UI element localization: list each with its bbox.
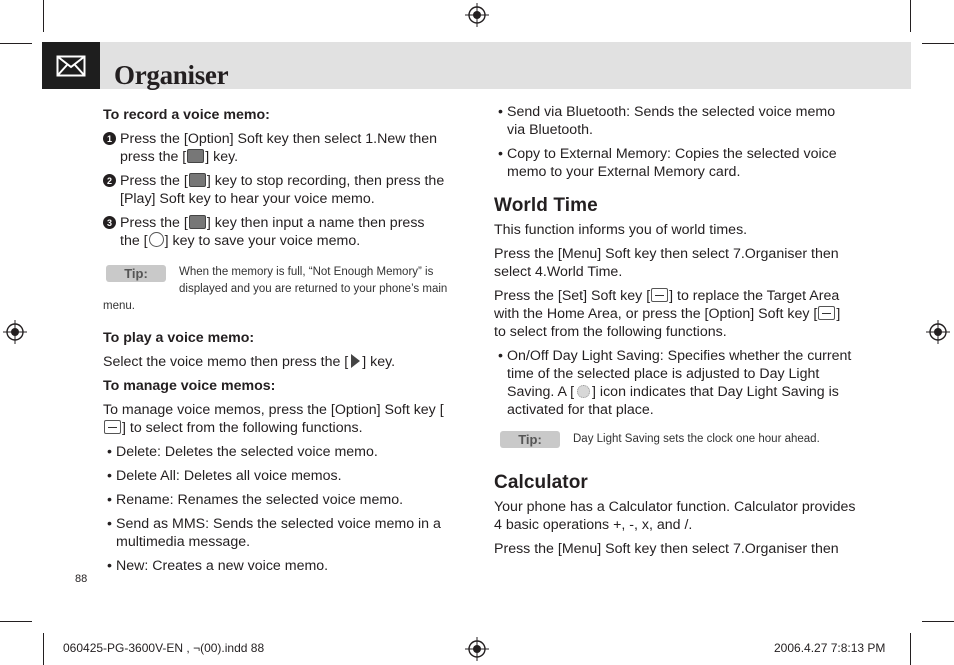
list-item: • New: Creates a new voice memo. [107, 558, 329, 574]
tip-text: Day Light Saving sets the clock one hour ahead. [573, 433, 820, 445]
list-item: • Rename: Renames the selected voice memo. [107, 492, 404, 508]
daylight-saving-icon [575, 384, 591, 398]
tip-box [103, 264, 448, 315]
footer-timestamp: 2006.4.27 7:8:13 PM [774, 641, 886, 655]
crop-mark [910, 0, 911, 32]
list-item: • Copy to External Memory: Copies the selected voice memo to your External Memory card. [498, 146, 837, 180]
play-heading: To play a voice memo: [103, 330, 255, 346]
crop-mark [922, 621, 954, 622]
crop-mark [0, 43, 32, 44]
ok-key-icon [149, 232, 164, 247]
right-column [494, 103, 856, 564]
set-soft-key-icon [651, 288, 668, 302]
step-text: Press the [Option] Soft key then select 1.New then press the [ ] key. [120, 131, 438, 165]
list-item: • On/Off Day Light Saving: Specifies whether the current time of the selected place is adjusted to Day Light Saving. A [ ] icon indicates that Day Light Saving is activated for that place. [498, 348, 852, 418]
step-item [103, 214, 448, 250]
list-item: • Send via Bluetooth: Sends the selected voice memo via Bluetooth. [498, 104, 836, 138]
envelope-icon [56, 55, 86, 77]
tip-label: Tip: [500, 431, 560, 448]
registration-mark-icon [465, 3, 489, 27]
record-heading: To record a voice memo: [103, 107, 270, 123]
crop-mark [43, 0, 44, 32]
calculator-heading: Calculator [494, 472, 588, 493]
crop-mark [922, 43, 954, 44]
record-key-icon [187, 149, 204, 163]
registration-mark-icon [926, 320, 950, 344]
left-column [103, 106, 448, 581]
registration-mark-icon [3, 320, 27, 344]
step-item [103, 130, 448, 166]
crop-mark [910, 633, 911, 665]
manage-heading: To manage voice memos: [103, 378, 276, 394]
step-number: 2 [103, 174, 116, 187]
tip-text: When the memory is full, “Not Enough Memory” is displayed and you are returned to your phone’s main menu. [103, 266, 448, 312]
list-item: • Delete All: Deletes all voice memos. [107, 468, 342, 484]
calculator-text: Press the [Menu] Soft key then select 7.Organiser then [494, 541, 839, 557]
tip-label: Tip: [106, 265, 166, 282]
tip-box [494, 431, 856, 448]
world-time-text: Press the [Set] Soft key [ ] to replace the Target Area with the Home Area, or press the [Option] Soft key [ ] to select from the following functions. [494, 288, 841, 340]
step-item [103, 172, 448, 208]
footer-filename: 060425-PG-3600V-EN , ¬(00).indd 88 [63, 641, 265, 655]
page-title: Organiser [114, 60, 229, 90]
list-item: • Send as MMS: Sends the selected voice memo in a multimedia message. [107, 516, 441, 550]
list-item: • Delete: Deletes the selected voice memo. [107, 444, 378, 460]
stop-key-icon [189, 173, 206, 187]
play-text: Select the voice memo then press the [ ] key. [103, 354, 396, 370]
registration-mark-icon [465, 637, 489, 661]
save-key-icon [189, 215, 206, 229]
header-icon-box [42, 42, 100, 89]
play-key-icon [349, 354, 361, 368]
step-number: 3 [103, 216, 116, 229]
calculator-text: Your phone has a Calculator function. Calculator provides 4 basic operations +, -, x, and /. [494, 499, 856, 533]
world-time-heading: World Time [494, 195, 598, 216]
step-number: 1 [103, 132, 116, 145]
soft-key-icon [104, 420, 121, 434]
world-time-text: Press the [Menu] Soft key then select 7.Organiser then select 4.World Time. [494, 246, 839, 280]
manage-text: To manage voice memos, press the [Option] Soft key [] to select from the following functions. [103, 402, 444, 436]
page-number: 88 [75, 573, 88, 585]
crop-mark [0, 621, 32, 622]
step-text: Press the [ ] key then input a name then press the [ ] key to save your voice memo. [120, 215, 425, 249]
world-time-text: This function informs you of world times. [494, 222, 748, 238]
step-text: Press the [ ] key to stop recording, then press the [Play] Soft key to hear your voice memo. [120, 173, 445, 207]
option-soft-key-icon [818, 306, 835, 320]
crop-mark [43, 633, 44, 665]
